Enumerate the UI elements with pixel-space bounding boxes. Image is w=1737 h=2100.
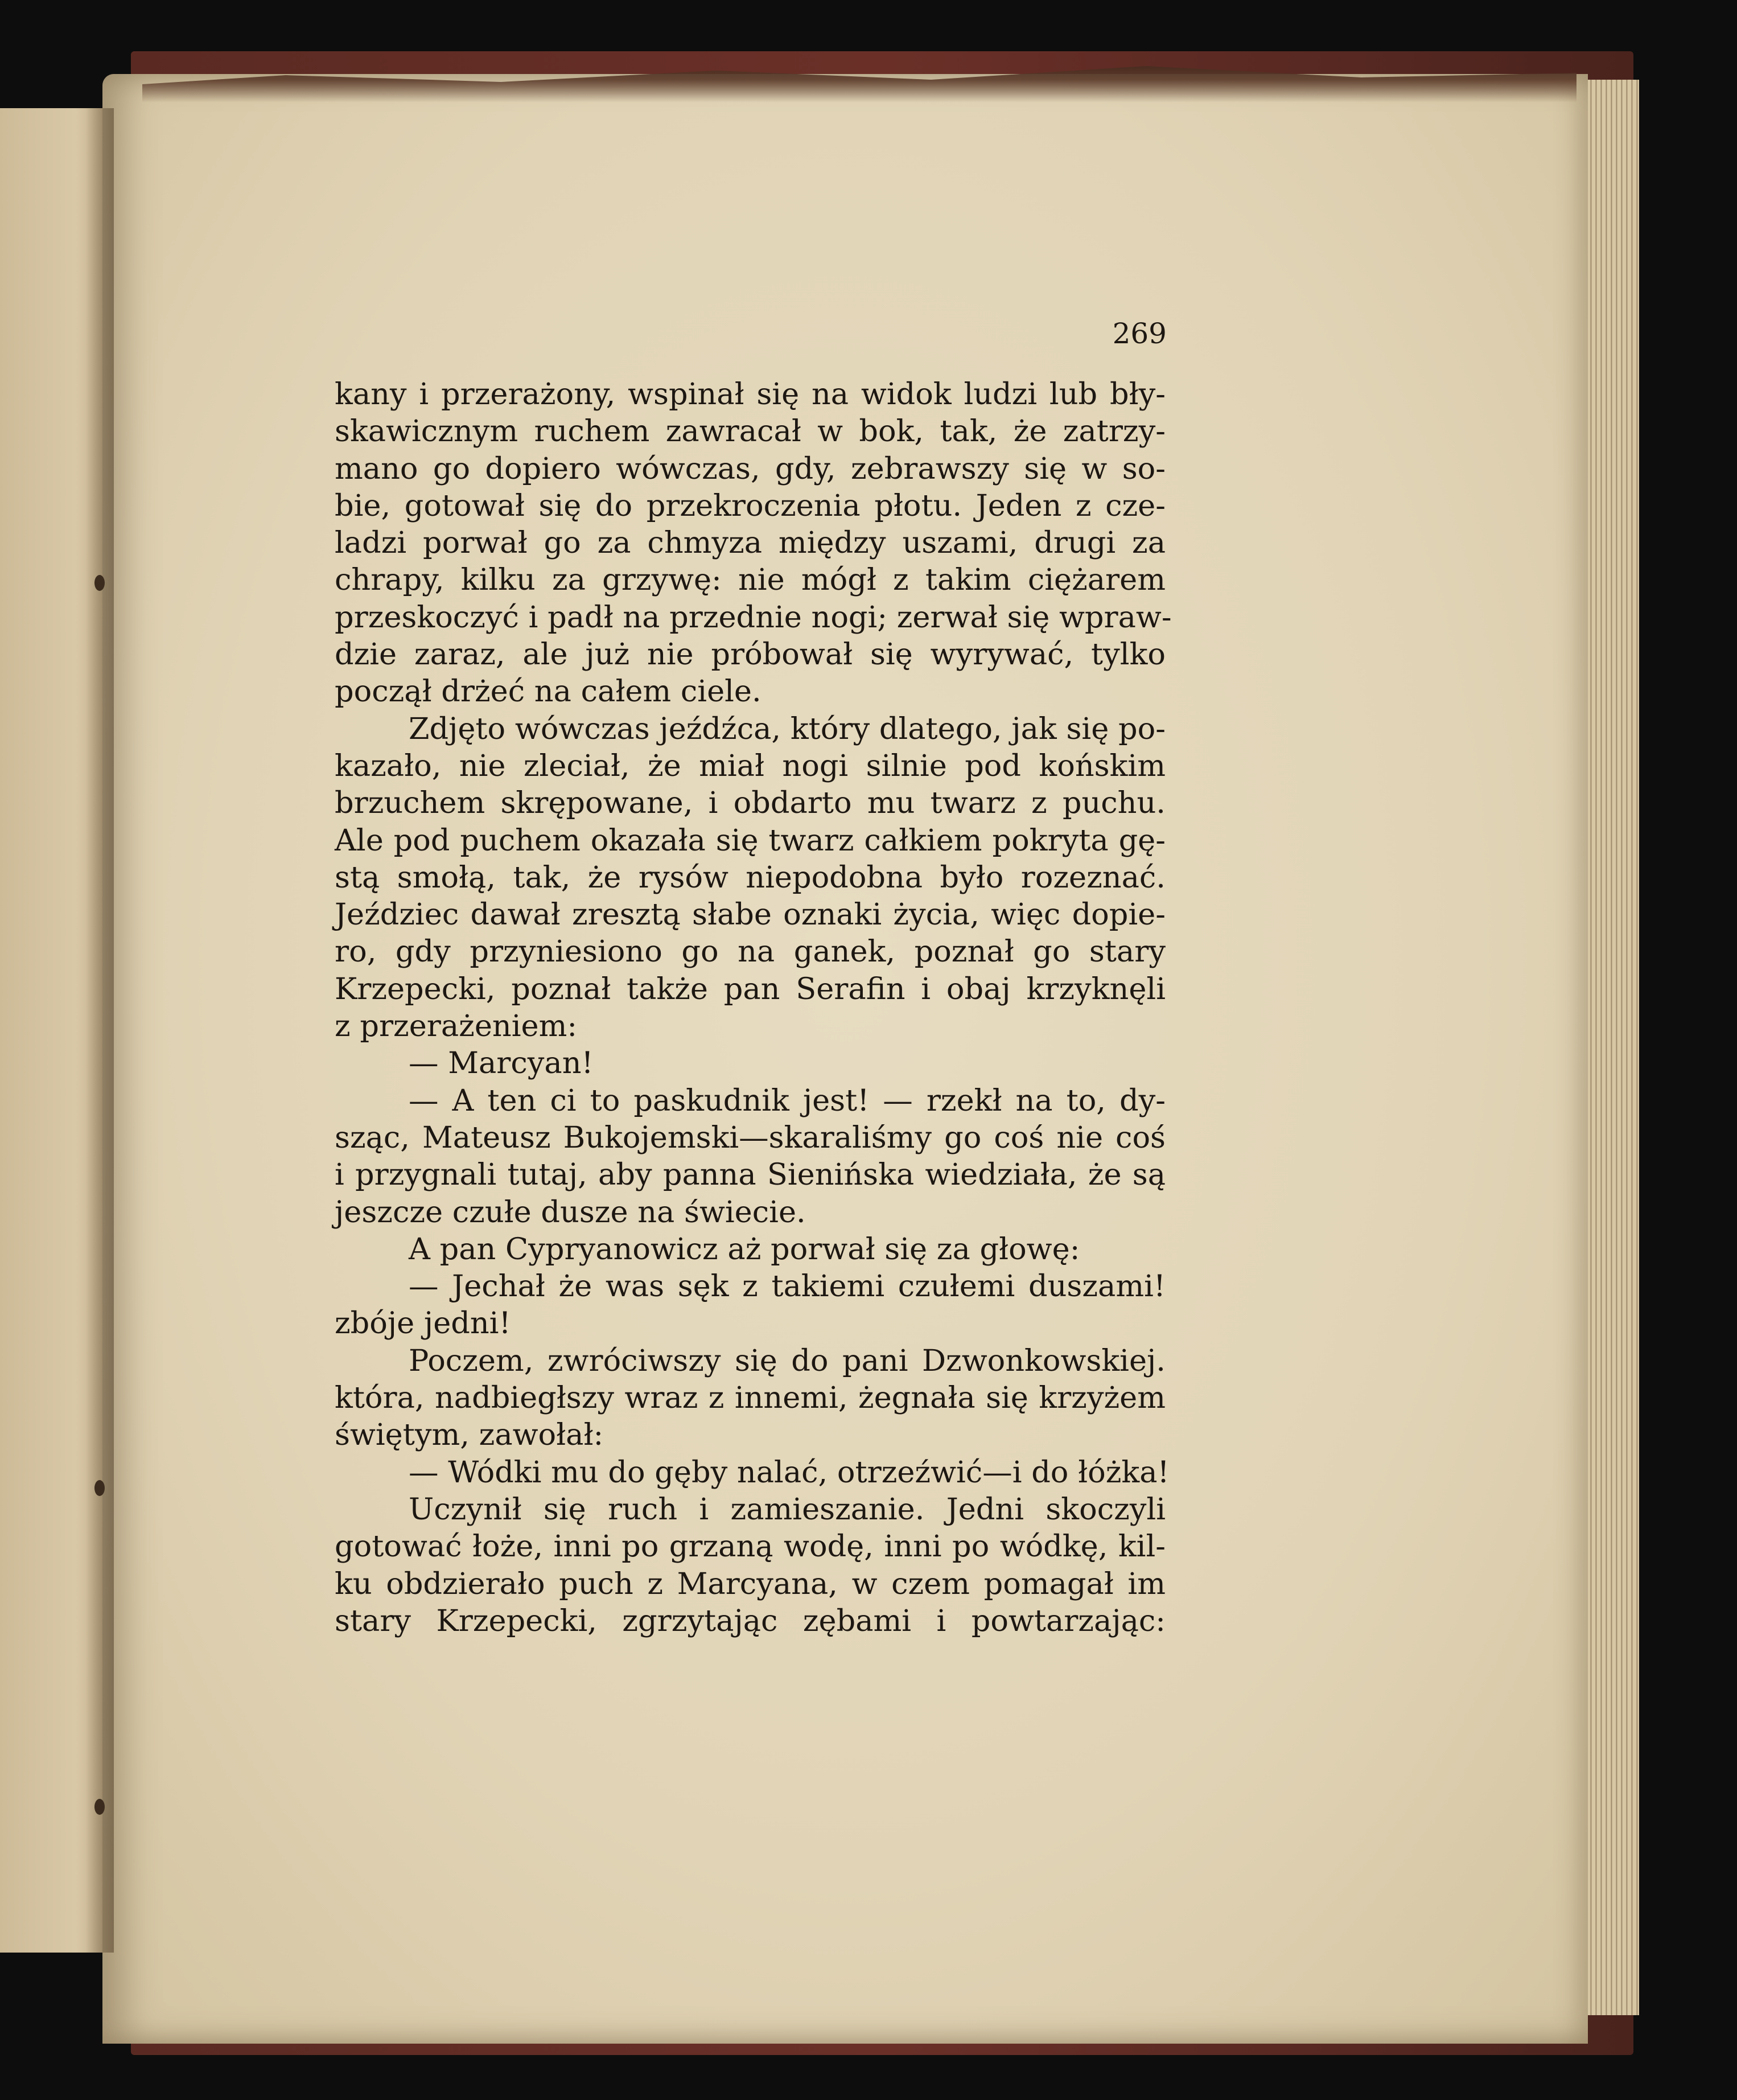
- text-line: brzuchem skrępowane, i obdarto mu twarz z puchu.: [335, 786, 1166, 821]
- text-line: mano go dopiero wówczas, gdy, zebrawszy się w so-: [335, 451, 1166, 486]
- text-line: która, nadbiegłszy wraz z innemi, żegnała się krzyżem: [335, 1380, 1166, 1416]
- page-number: 269: [1112, 317, 1167, 350]
- text-line: Ale pod puchem okazała się twarz całkiem pokryta gę-: [335, 823, 1166, 858]
- binding-thread-mark: [94, 575, 105, 591]
- text-line: Jeździec dawał zresztą słabe oznaki życia, więc dopie-: [335, 897, 1166, 932]
- text-line: przeskoczyć i padł na przednie nogi; zerwał się wpraw-: [335, 599, 1172, 635]
- text-line: — Wódki mu do gęby nalać, otrzeźwić—i do łóżka!: [409, 1454, 1170, 1490]
- text-line: skawicznym ruchem zawracał w bok, tak, że zatrzy-: [335, 414, 1166, 449]
- text-line: bie, gotował się do przekroczenia płotu. Jeden z cze-: [335, 488, 1166, 523]
- text-line: począł drżeć na całem ciele.: [335, 674, 762, 709]
- body-text: [335, 376, 1172, 1639]
- text-line: zbóje jedni!: [335, 1306, 511, 1341]
- text-line: ro, gdy przyniesiono go na ganek, poznał go stary: [335, 934, 1166, 969]
- text-line: gotować łoże, inni po grzaną wodę, inni po wódkę, kil-: [335, 1529, 1166, 1564]
- text-line: kany i przerażony, wspinał się na widok ludzi lub bły-: [335, 377, 1166, 412]
- text-line: Zdjęto wówczas jeźdźca, który dlatego, jak się po-: [409, 711, 1166, 746]
- text-line: z przerażeniem:: [335, 1009, 578, 1044]
- text-line: sząc, Mateusz Bukojemski—skaraliśmy go coś nie coś: [335, 1120, 1166, 1155]
- text-line: — Marcyan!: [409, 1046, 594, 1081]
- text-line: i przygnali tutaj, aby panna Sienińska wiedziała, że są: [335, 1157, 1166, 1193]
- binding-thread-mark: [94, 1799, 105, 1815]
- text-line: Krzepecki, poznał także pan Serafin i obaj krzyknęli: [335, 971, 1166, 1006]
- page-gutter-shadow: [85, 108, 114, 1953]
- text-line: Uczynił się ruch i zamieszanie. Jedni skoczyli: [409, 1491, 1166, 1527]
- text-line: — Jechał że was sęk z takiemi czułemi duszami!: [409, 1269, 1166, 1304]
- text-line: ladzi porwał go za chmyza między uszami, drugi za: [335, 525, 1166, 561]
- text-line: kazało, nie zleciał, że miał nogi silnie pod końskim: [335, 748, 1166, 783]
- text-line: chrapy, kilku za grzywę: nie mógł z takim ciężarem: [335, 562, 1166, 598]
- text-line: dzie zaraz, ale już nie próbował się wyrywać, tylko: [335, 637, 1166, 672]
- text-line: stary Krzepecki, zgrzytając zębami i powtarzając:: [335, 1603, 1166, 1638]
- text-line: świętym, zawołał:: [335, 1417, 604, 1453]
- text-line: Poczem, zwróciwszy się do pani Dzwonkowskiej.: [409, 1343, 1166, 1378]
- text-line: — A ten ci to paskudnik jest! — rzekł na to, dy-: [409, 1083, 1166, 1118]
- text-line: A pan Cypryanowicz aż porwał się za głowę:: [409, 1231, 1080, 1267]
- text-line: jeszcze czułe dusze na świecie.: [335, 1194, 806, 1230]
- binding-thread-mark: [94, 1480, 105, 1496]
- text-line: ku obdzierało puch z Marcyana, w czem pomagał im: [335, 1566, 1166, 1601]
- text-line: stą smołą, tak, że rysów niepodobna było rozeznać.: [335, 860, 1166, 895]
